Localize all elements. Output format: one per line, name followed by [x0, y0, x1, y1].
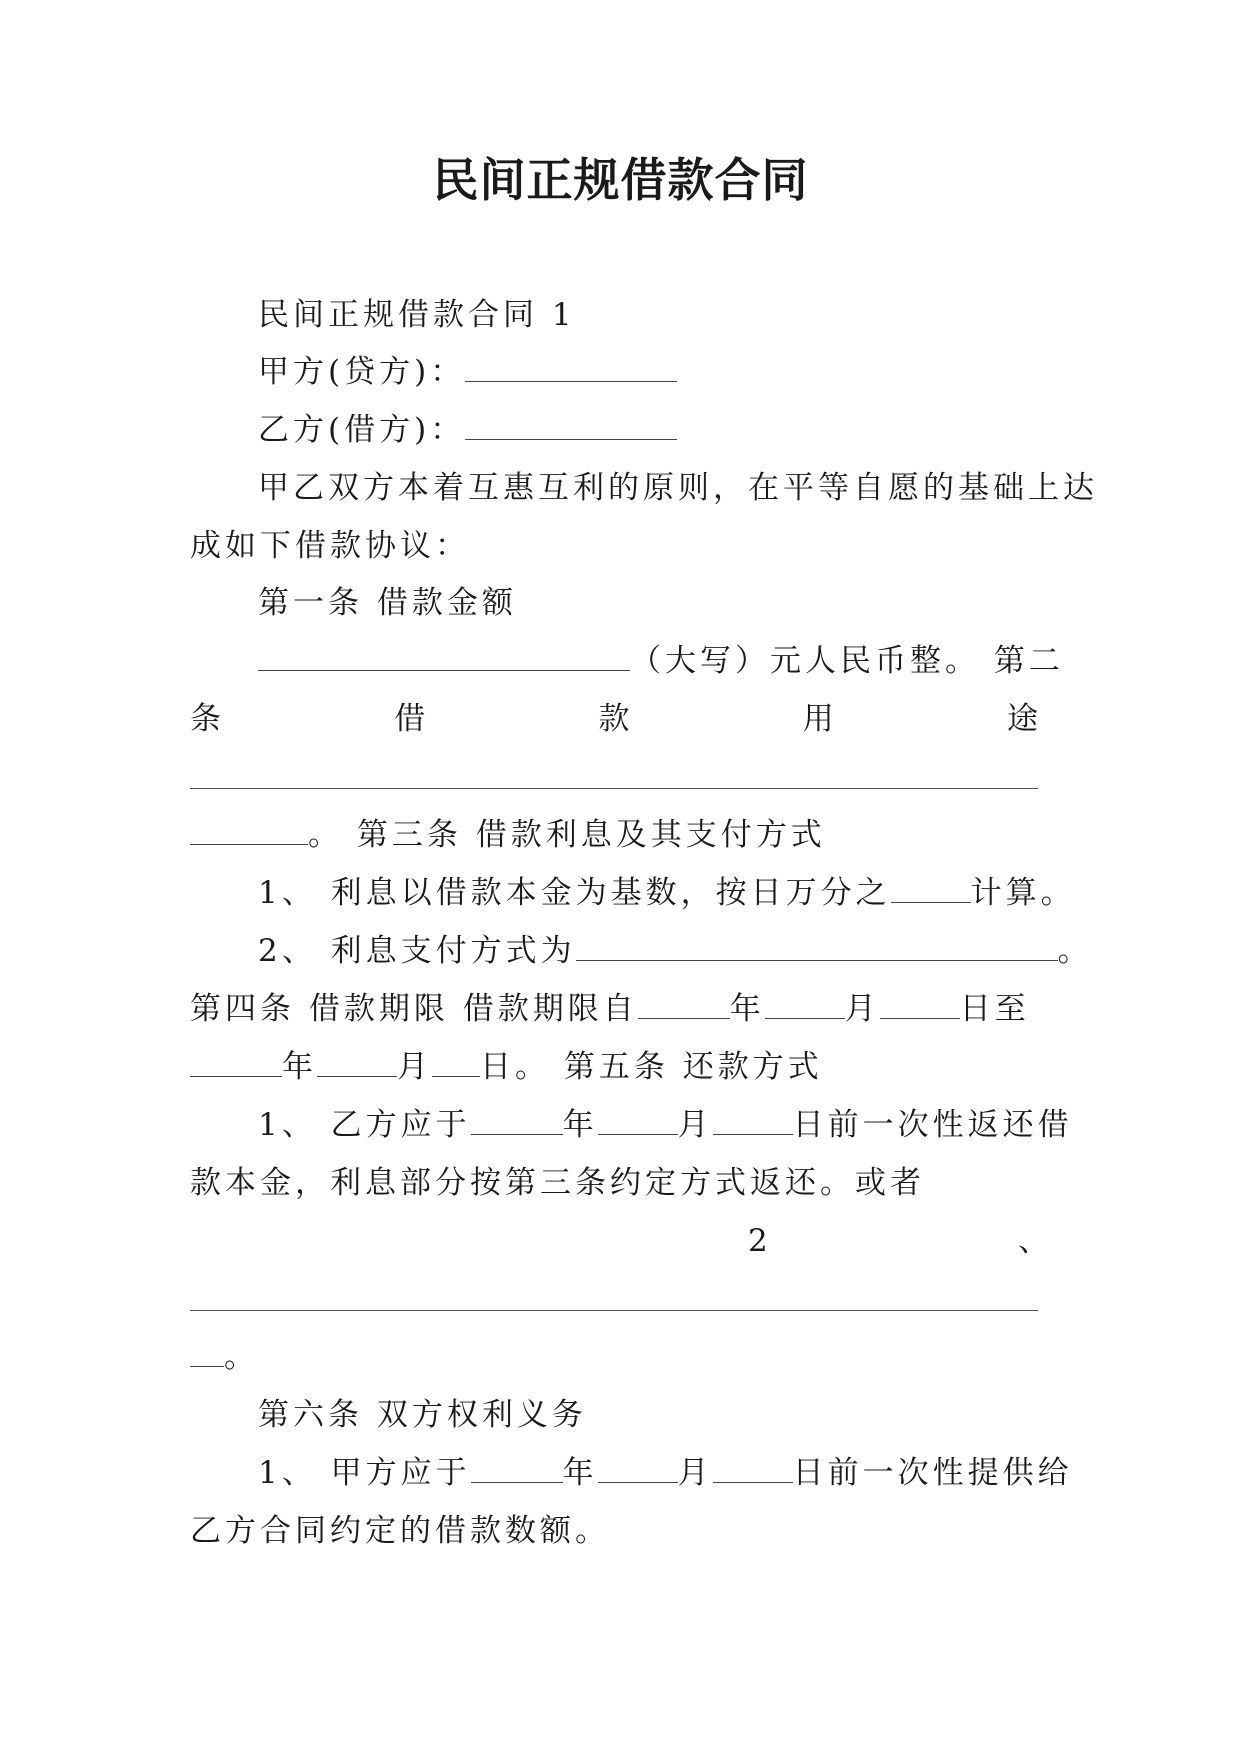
payment-method-blank [576, 922, 1058, 961]
start-month-blank [765, 980, 845, 1019]
party-a-label: 甲方(贷方)： [258, 354, 466, 390]
intro-line-1: 甲乙双方本着互惠互利的原则，在平等自愿的基础上达 [258, 470, 1098, 506]
party-b-label: 乙方(借方)： [258, 412, 466, 448]
article-3-heading: 。 第三条 借款利息及其支付方式 [308, 817, 826, 853]
article-4-line-2 [190, 1038, 1050, 1096]
amount-blank [258, 632, 630, 671]
year-label: 年 [562, 1107, 598, 1143]
article-2-word: 用 [802, 701, 834, 737]
article-6-item-1-line-2: 乙方合同约定的借款数额。 [190, 1513, 610, 1549]
article-5-heading: 日。 第五条 还款方式 [480, 1049, 823, 1085]
intro-line-2: 成如下借款协议： [190, 528, 470, 564]
party-b-blank [465, 401, 677, 440]
interest-rate-text: 1、 利息以借款本金为基数，按日万分之 [258, 875, 891, 911]
month-label: 月 [397, 1049, 432, 1085]
article-2-word: 条 [190, 701, 221, 737]
item-2-blank-line [190, 1310, 1038, 1311]
item-2-suffix: 。 [224, 1339, 259, 1375]
repay-date-suffix: 日前一次性返还借 [792, 1107, 1073, 1143]
provide-date-text: 1、 甲方应于 [258, 1455, 471, 1491]
item-2-separator: 、 [1018, 1223, 1053, 1259]
provide-month-blank [598, 1444, 678, 1483]
month-label: 月 [677, 1455, 713, 1491]
item-2-blank-end [190, 1328, 224, 1367]
document-subtitle: 民间正规借款合同 1 [258, 297, 576, 333]
repay-month-blank [598, 1096, 678, 1135]
article-1-amount-text: （大写）元人民币整。 第二 [630, 643, 1064, 679]
day-to-label: 日至 [959, 991, 1030, 1027]
party-a-line [258, 343, 1050, 401]
interest-rate-blank [891, 864, 971, 903]
month-label: 月 [844, 991, 880, 1027]
article-3-heading-line [190, 806, 1050, 864]
article-5-item-1-line-2: 款本金，利息部分按第三条约定方式返还。或者 [190, 1165, 925, 1201]
article-6-item-1 [258, 1444, 1073, 1502]
party-a-blank [465, 343, 677, 382]
article-5-item-2-number-line [190, 1212, 1053, 1270]
month-label: 月 [677, 1107, 713, 1143]
end-day-blank [432, 1038, 480, 1077]
repay-day-blank [713, 1096, 793, 1135]
article-1-text [258, 632, 1064, 690]
start-year-blank [638, 980, 730, 1019]
provide-year-blank [471, 1444, 563, 1483]
item-2-blank-end-line [190, 1328, 1050, 1386]
payment-method-text: 2、 利息支付方式为 [258, 933, 576, 969]
article-3-item-1 [258, 864, 1076, 922]
repay-date-text: 1、 乙方应于 [258, 1107, 471, 1143]
start-day-blank [880, 980, 960, 1019]
year-label: 年 [562, 1455, 598, 1491]
document-title: 民间正规借款合同 [432, 153, 809, 207]
payment-method-suffix: 。 [1057, 933, 1093, 969]
purpose-blank-end [190, 806, 308, 845]
party-b-line [258, 401, 1050, 459]
article-2-heading [190, 690, 1038, 748]
end-month-blank [317, 1038, 397, 1077]
article-2-word: 款 [598, 701, 630, 737]
purpose-blank-line [190, 788, 1038, 789]
article-5-item-1 [258, 1096, 1073, 1154]
year-label: 年 [729, 991, 765, 1027]
article-4-line-1 [190, 980, 1050, 1038]
repay-year-blank [471, 1096, 563, 1135]
item-2-number: 2 [748, 1223, 772, 1259]
year-label: 年 [282, 1049, 317, 1085]
article-2-word: 借 [394, 701, 426, 737]
provide-day-blank [713, 1444, 793, 1483]
interest-rate-suffix: 计算。 [970, 875, 1076, 911]
loan-term-text: 第四条 借款期限 借款期限自 [190, 991, 638, 1027]
article-1-heading: 第一条 借款金额 [258, 585, 517, 621]
article-3-item-2 [258, 922, 1093, 980]
provide-date-suffix: 日前一次性提供给 [792, 1455, 1073, 1491]
article-2-word: 途 [1007, 701, 1038, 737]
end-year-blank [190, 1038, 282, 1077]
article-6-heading: 第六条 双方权利义务 [258, 1397, 587, 1433]
